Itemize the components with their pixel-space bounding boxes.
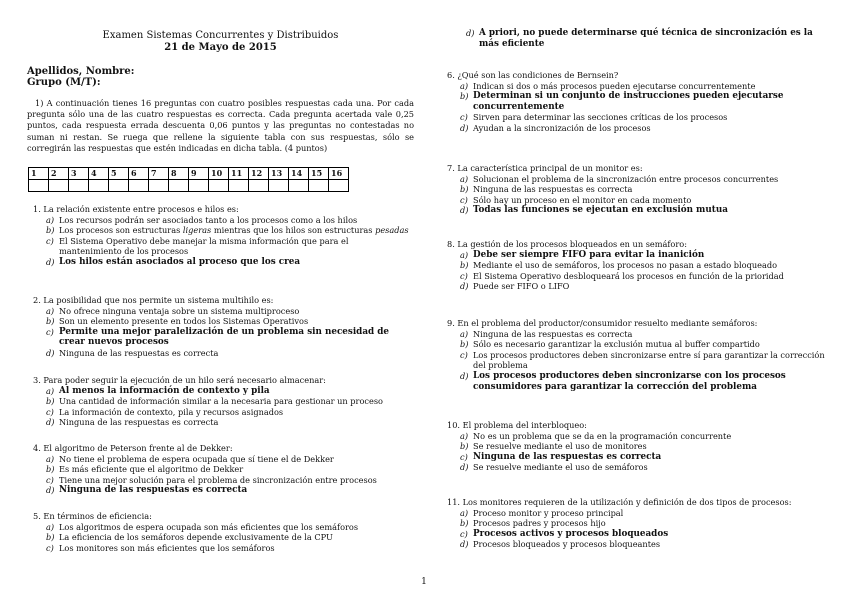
question-3 — [33, 375, 413, 428]
option-d: d) Todas las funciones se ejecutan en exclusión mutua — [460, 205, 728, 216]
option-c: c) Los procesos productores deben sincronizarse entre sí para garantizar la corrección del problema — [460, 349, 825, 371]
answer-entry-cell[interactable] — [329, 180, 349, 192]
question-8 — [447, 239, 828, 292]
option-d: d) Procesos bloqueados y procesos bloqueantes — [460, 539, 661, 550]
answer-number-cell: 15 — [309, 168, 329, 180]
option-d: d) A priori, no puede determinarse qué técnica de sincronización es la más eficiente — [466, 28, 813, 49]
answer-entry-cell[interactable] — [269, 180, 289, 192]
answer-entry-cell[interactable] — [209, 180, 229, 192]
question-stem: 8. La gestión de los procesos bloqueados en un semáforo: — [447, 239, 687, 249]
option-b: b) Sólo es necesario garantizar la exclusión mutua al buffer compartido — [460, 339, 760, 350]
question-5-continued — [453, 28, 828, 49]
answer-number-cell: 16 — [329, 168, 349, 180]
question-stem: 4. El algoritmo de Peterson frente al de Dekker: — [33, 443, 233, 453]
answer-entry-cell[interactable] — [189, 180, 209, 192]
answer-number-cell: 12 — [249, 168, 269, 180]
answer-number-cell: 10 — [209, 168, 229, 180]
exam-date: 21 de Mayo de 2015 — [164, 42, 277, 53]
question-11 — [447, 497, 828, 550]
answer-number-cell: 13 — [269, 168, 289, 180]
answer-entry-cell[interactable] — [29, 180, 49, 192]
answer-number-cell: 14 — [289, 168, 309, 180]
option-c: c) Sólo hay un proceso en el monitor en cada momento — [460, 194, 692, 205]
option-a: a) Ninguna de las respuestas es correcta — [460, 328, 633, 339]
answer-number-cell: 5 — [109, 168, 129, 180]
option-a: a) Indican si dos o más procesos pueden ejecutarse concurrentemente — [460, 80, 756, 91]
option-c: c) Los monitores son más eficientes que los semáforos — [46, 542, 275, 553]
option-a: a) No ofrece ninguna ventaja sobre un sistema multiproceso — [46, 305, 300, 316]
question-stem: 2. La posibilidad que nos permite un sistema multihilo es: — [33, 295, 274, 305]
option-a: a) Los recursos podrán ser asociados tanto a los procesos como a los hilos — [46, 214, 358, 225]
question-9 — [447, 318, 828, 392]
question-stem: 1. La relación existente entre procesos e hilos es: — [33, 204, 239, 214]
question-5 — [33, 511, 413, 553]
answer-number-cell: 6 — [129, 168, 149, 180]
instructions-paragraph: 1) A continuación tienes 16 preguntas con cuatro posibles respuestas cada una. Por cada pregunta sólo una de las cuatro respuestas es correcta. Cada pregunta acertada vale 0,25 puntos, cada respuesta errada descuenta 0,06 puntos y las preguntas no contestadas no suman ni restan. Se ruega que rellene la siguiente tabla con sus respuestas, sólo se corregirán las respuestas que estén indicadas en dicha tabla. (4 puntos) — [27, 98, 414, 153]
option-a: a) Los algoritmos de espera ocupada son más eficientes que los semáforos — [46, 521, 359, 532]
option-d: d) Los procesos productores deben sincronizarse con los procesos consumidores para garantizar la corrección del problema — [460, 370, 786, 392]
option-c: c) Sirven para determinar las secciones críticas de los procesos — [460, 112, 728, 123]
answer-entry-cell[interactable] — [89, 180, 109, 192]
question-1 — [33, 204, 413, 268]
option-b: b) Determinan si un conjunto de instrucciones pueden ejecutarse concurrentemente — [460, 91, 784, 112]
question-stem: 9. En el problema del productor/consumidor resuelto mediante semáforos: — [447, 318, 758, 328]
answer-number-cell: 8 — [169, 168, 189, 180]
option-c: c) Tiene una mejor solución para el problema de sincronización entre procesos — [46, 474, 377, 485]
option-d: d) Ninguna de las respuestas es correcta — [46, 347, 219, 358]
option-d: d) Los hilos están asociados al proceso que los crea — [46, 256, 301, 267]
question-stem: 3. Para poder seguir la ejecución de un hilo será necesario almacenar: — [33, 375, 326, 385]
question-stem: 7. La característica principal de un monitor es: — [447, 163, 643, 173]
option-d: d) Se resuelve mediante el uso de semáforos — [460, 462, 648, 473]
option-c: c) Ninguna de las respuestas es correcta — [460, 451, 662, 462]
option-a: a) No es un problema que se da en la programación concurrente — [460, 430, 732, 441]
answer-table — [28, 167, 349, 192]
question-stem: 11. Los monitores requieren de la utilización y definición de dos tipos de procesos: — [447, 497, 792, 507]
option-b: b) Los procesos son estructuras ligeras mientras que los hilos son estructuras pesadas — [46, 225, 409, 236]
answer-number-cell: 1 — [29, 168, 49, 180]
option-b: b) Se resuelve mediante el uso de monitores — [460, 441, 647, 452]
option-b: b) Procesos padres y procesos hijo — [460, 518, 606, 529]
group-label: Grupo (M/T): — [27, 77, 101, 88]
option-b: b) La eficiencia de los semáforos depende exclusivamente de la CPU — [46, 532, 333, 543]
question-stem: 5. En términos de eficiencia: — [33, 511, 152, 521]
answer-entry-cell[interactable] — [49, 180, 69, 192]
answer-entry-cell[interactable] — [169, 180, 189, 192]
answer-entry-cell[interactable] — [229, 180, 249, 192]
question-stem: 10. El problema del interbloqueo: — [447, 420, 587, 430]
question-10 — [447, 420, 828, 473]
option-d: d) Ayudan a la sincronización de los procesos — [460, 122, 651, 133]
option-d: d) Ninguna de las respuestas es correcta — [46, 485, 248, 496]
option-a: a) No tiene el problema de espera ocupada que sí tiene el de Dekker — [46, 453, 334, 464]
option-c: c) El Sistema Operativo debe manejar la misma información que para el mantenimiento de los procesos — [46, 235, 349, 257]
option-a: a) Al menos la información de contexto y pila — [46, 385, 270, 396]
option-b: b) Ninguna de las respuestas es correcta — [460, 184, 633, 195]
question-6 — [447, 70, 828, 134]
question-4 — [33, 443, 413, 496]
option-c: c) La información de contexto, pila y recursos asignados — [46, 406, 284, 417]
question-2 — [33, 295, 413, 359]
answer-entry-cell[interactable] — [129, 180, 149, 192]
answer-number-cell: 3 — [69, 168, 89, 180]
answer-number-cell: 7 — [149, 168, 169, 180]
answer-number-cell: 9 — [189, 168, 209, 180]
option-d: d) Ninguna de las respuestas es correcta — [46, 417, 219, 428]
answer-entry-cell[interactable] — [69, 180, 89, 192]
option-b: b) Mediante el uso de semáforos, los procesos no pasan a estado bloqueado — [460, 260, 778, 271]
option-c: c) El Sistema Operativo desbloqueará los procesos en función de la prioridad — [460, 270, 784, 281]
name-label: Apellidos, Nombre: — [27, 66, 135, 77]
answer-number-cell: 4 — [89, 168, 109, 180]
answer-number-cell: 11 — [229, 168, 249, 180]
option-c: c) Permite una mejor paralelización de un problema sin necesidad de crear nuevos procesos — [46, 326, 389, 348]
option-b: b) Es más eficiente que el algoritmo de Dekker — [46, 464, 244, 475]
question-stem: 6. ¿Qué son las condiciones de Bernsein? — [447, 70, 619, 80]
option-b: b) Una cantidad de información similar a la necesaria para gestionar un proceso — [46, 396, 383, 407]
exam-title: Examen Sistemas Concurrentes y Distribuidos — [102, 30, 339, 41]
answer-number-cell: 2 — [49, 168, 69, 180]
option-a: a) Solucionan el problema de la sincronización entre procesos concurrentes — [460, 173, 779, 184]
option-c: c) Procesos activos y procesos bloqueados — [460, 528, 669, 539]
answer-entry-cell[interactable] — [109, 180, 129, 192]
option-a: a) Proceso monitor y proceso principal — [460, 507, 624, 518]
answer-entry-cell[interactable] — [289, 180, 309, 192]
answer-entry-cell[interactable] — [149, 180, 169, 192]
question-7 — [447, 163, 828, 216]
option-d: d) Puede ser FIFO o LIFO — [460, 281, 570, 292]
option-a: a) Debe ser siempre FIFO para evitar la inanición — [460, 249, 705, 260]
page-number: 1 — [421, 577, 427, 587]
answer-entry-cell[interactable] — [309, 180, 329, 192]
answer-entry-cell[interactable] — [249, 180, 269, 192]
option-b: b) Son un elemento presente en todos los Sistemas Operativos — [46, 316, 309, 327]
